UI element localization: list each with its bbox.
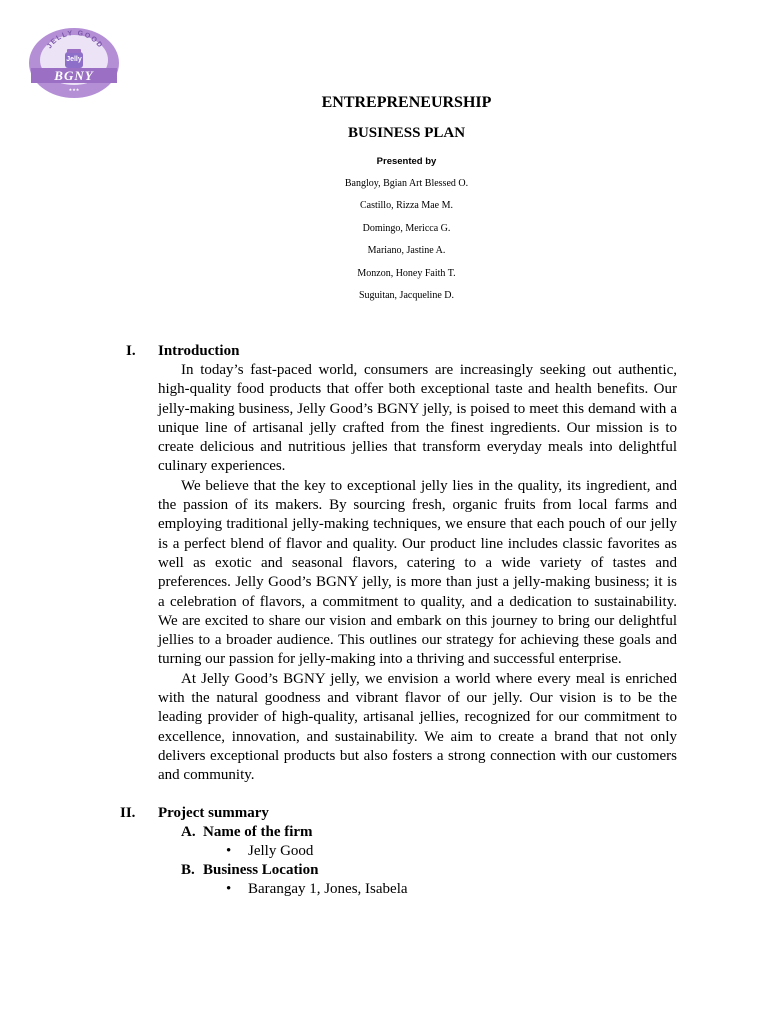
logo-arc-text: JELLY GOOD — [46, 29, 104, 51]
intro-paragraph: At Jelly Good’s BGNY jelly, we envision a world where every meal is enriched with the natural goodness and vibrant flavor of our jelly. Our vision is to be the leading provider of high-quality, artisanal jellies, recognized for our commitment to excellence, innovation, and sustainability. We aim to create a brand that not only delivers exceptional products but also fosters a strong connection with our customers and community. — [158, 670, 677, 784]
subsection-heading-business-location: Business Location — [203, 862, 319, 878]
author-name: Bangloy, Bgian Art Blessed O. — [344, 178, 469, 189]
document-subtitle: BUSINESS PLAN — [347, 125, 466, 141]
logo-jar-label: Jelly — [66, 56, 82, 63]
section-heading-project-summary: Project summary — [158, 805, 269, 821]
subsection-letter-a: A. — [181, 824, 196, 840]
logo-badge-graphic — [26, 24, 124, 104]
subsection-heading-firm-name: Name of the firm — [203, 824, 313, 840]
author-name: Mariano, Jastine A. — [367, 245, 446, 257]
author-name: Domingo, Mericca G. — [362, 222, 451, 234]
section-number-summary: II. — [120, 805, 136, 821]
bullet-icon: • — [226, 843, 232, 859]
author-name: Suguitan, Jacqueline D. — [359, 289, 454, 301]
intro-paragraph: In today’s fast-paced world, consumers are increasingly seeking out authentic, high-quality food products that offer both exceptional taste and health benefits. Our jelly-making business, Jelly Good’s BGNY jelly, is poised to meet this demand with a unique line of artisanal jelly crafted from the finest ingredients. Our mission is to create delicious and nutritious jellies that transform everyday meals into delightful culinary experiences. — [158, 362, 677, 475]
company-logo — [26, 24, 124, 104]
author-name: Monzon, Honey Faith T. — [357, 267, 456, 279]
bullet-icon: • — [226, 881, 232, 897]
author-name: Castillo, Rizza Mae M. — [359, 200, 454, 212]
logo-brand-text: BGNY — [54, 68, 94, 83]
intro-paragraph: We believe that the key to exceptional jelly lies in the quality, its ingredient, and the passion of its makers. By sourcing fresh, organic fruits from local farms and employing traditional jelly-making techniques, we ensure that each pouch of our jelly is a perfect blend of flavor and quality. Our product line includes classic favorites as well as exotic and seasonal flavors, catering to a wide variety of tastes and preferences. Jelly Good’s BGNY jelly, is more than just a jelly-making business; it is a celebration of flavors, a commitment to quality, and a dedication to sustainability. We are excited to share our vision and embark on this journey to bring our delightful jellies to a broader audience. This outlines our strategy for achieving these goals and turning our passion for jelly-making into a thriving and successful enterprise. — [158, 477, 677, 668]
presented-by-label: Presented by — [376, 156, 437, 167]
author-list — [0, 177, 768, 311]
document-title: ENTREPRENEURSHIP — [321, 94, 492, 111]
logo-stars: ★★★ — [68, 87, 80, 92]
introduction-body — [158, 361, 677, 786]
firm-name-value: Jelly Good — [248, 843, 314, 859]
jar-lid-icon — [67, 49, 81, 53]
section-heading-introduction: Introduction — [158, 343, 240, 359]
business-location-value: Barangay 1, Jones, Isabela — [248, 881, 408, 897]
section-number-intro: I. — [126, 343, 136, 359]
subsection-letter-b: B. — [181, 862, 195, 878]
